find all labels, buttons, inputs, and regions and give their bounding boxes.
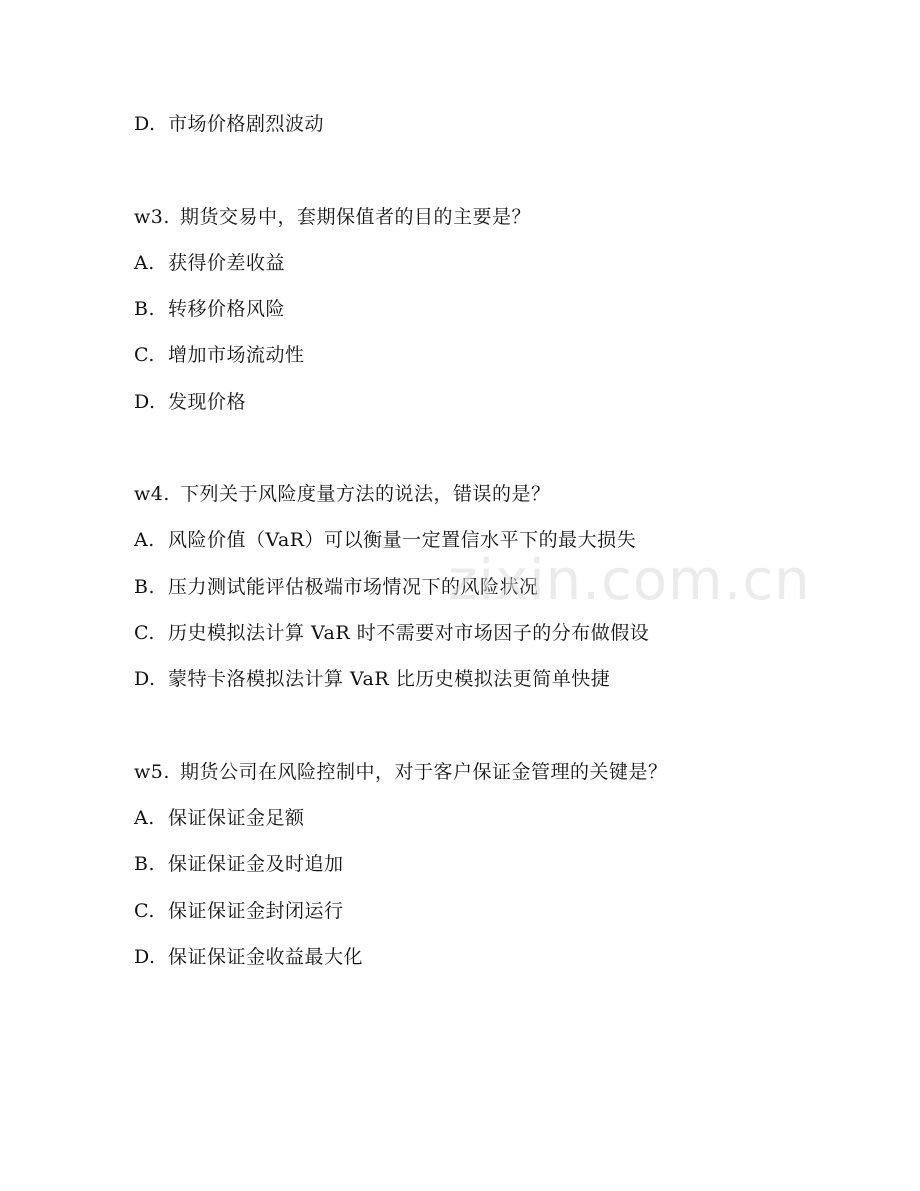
option-d-prev <box>134 112 324 136</box>
option-text: 保证保证金封闭运行 <box>168 900 344 922</box>
question-w5-option-b <box>134 852 344 876</box>
option-text: 保证保证金收益最大化 <box>168 946 364 968</box>
question-w4 <box>134 482 551 506</box>
option-text: 保证保证金及时追加 <box>168 853 344 875</box>
option-text: 历史模拟法计算 VaR 时不需要对市场因子的分布做假设 <box>168 622 650 644</box>
question-w4-option-c <box>134 621 649 645</box>
option-label: D. <box>134 391 156 413</box>
option-label: C. <box>134 622 155 644</box>
option-text: 保证保证金足额 <box>168 807 305 829</box>
watermark: zixin.com.cn <box>448 548 811 613</box>
option-label: D. <box>134 113 156 135</box>
question-w3-option-c <box>134 343 305 367</box>
question-text: 期货公司在风险控制中，对于客户保证金管理的关键是？ <box>180 761 668 783</box>
question-w5-option-d <box>134 945 363 969</box>
option-text: 市场价格剧烈波动 <box>168 113 325 135</box>
question-w5-option-a <box>134 806 305 830</box>
option-text: 增加市场流动性 <box>168 344 305 366</box>
option-label: D. <box>134 668 156 690</box>
option-label: A. <box>134 807 155 829</box>
question-w5-option-c <box>134 899 344 923</box>
question-w3 <box>134 205 531 229</box>
option-text: 转移价格风险 <box>168 298 286 320</box>
option-label: B. <box>134 576 156 598</box>
option-label: A. <box>134 252 155 274</box>
question-w3-option-a <box>134 251 285 275</box>
option-label: C. <box>134 344 155 366</box>
question-number: w3. <box>134 206 170 228</box>
option-label: C. <box>134 900 155 922</box>
option-text: 压力测试能评估极端市场情况下的风险状况 <box>168 576 539 598</box>
question-w3-option-d <box>134 390 246 414</box>
question-number: w5. <box>134 761 170 783</box>
question-w4-option-d <box>134 667 610 691</box>
question-number: w4. <box>134 483 170 505</box>
option-label: B. <box>134 298 156 320</box>
question-w5 <box>134 760 668 784</box>
option-text: 获得价差收益 <box>168 252 286 274</box>
question-w3-option-b <box>134 297 285 321</box>
option-label: B. <box>134 853 156 875</box>
question-text: 下列关于风险度量方法的说法，错误的是？ <box>180 483 551 505</box>
option-text: 风险价值（VaR）可以衡量一定置信水平下的最大损失 <box>168 529 637 551</box>
option-text: 发现价格 <box>168 391 247 413</box>
question-text: 期货交易中，套期保值者的目的主要是？ <box>180 206 532 228</box>
option-text: 蒙特卡洛模拟法计算 VaR 比历史模拟法更简单快捷 <box>168 668 611 690</box>
option-label: A. <box>134 529 155 551</box>
option-label: D. <box>134 946 156 968</box>
